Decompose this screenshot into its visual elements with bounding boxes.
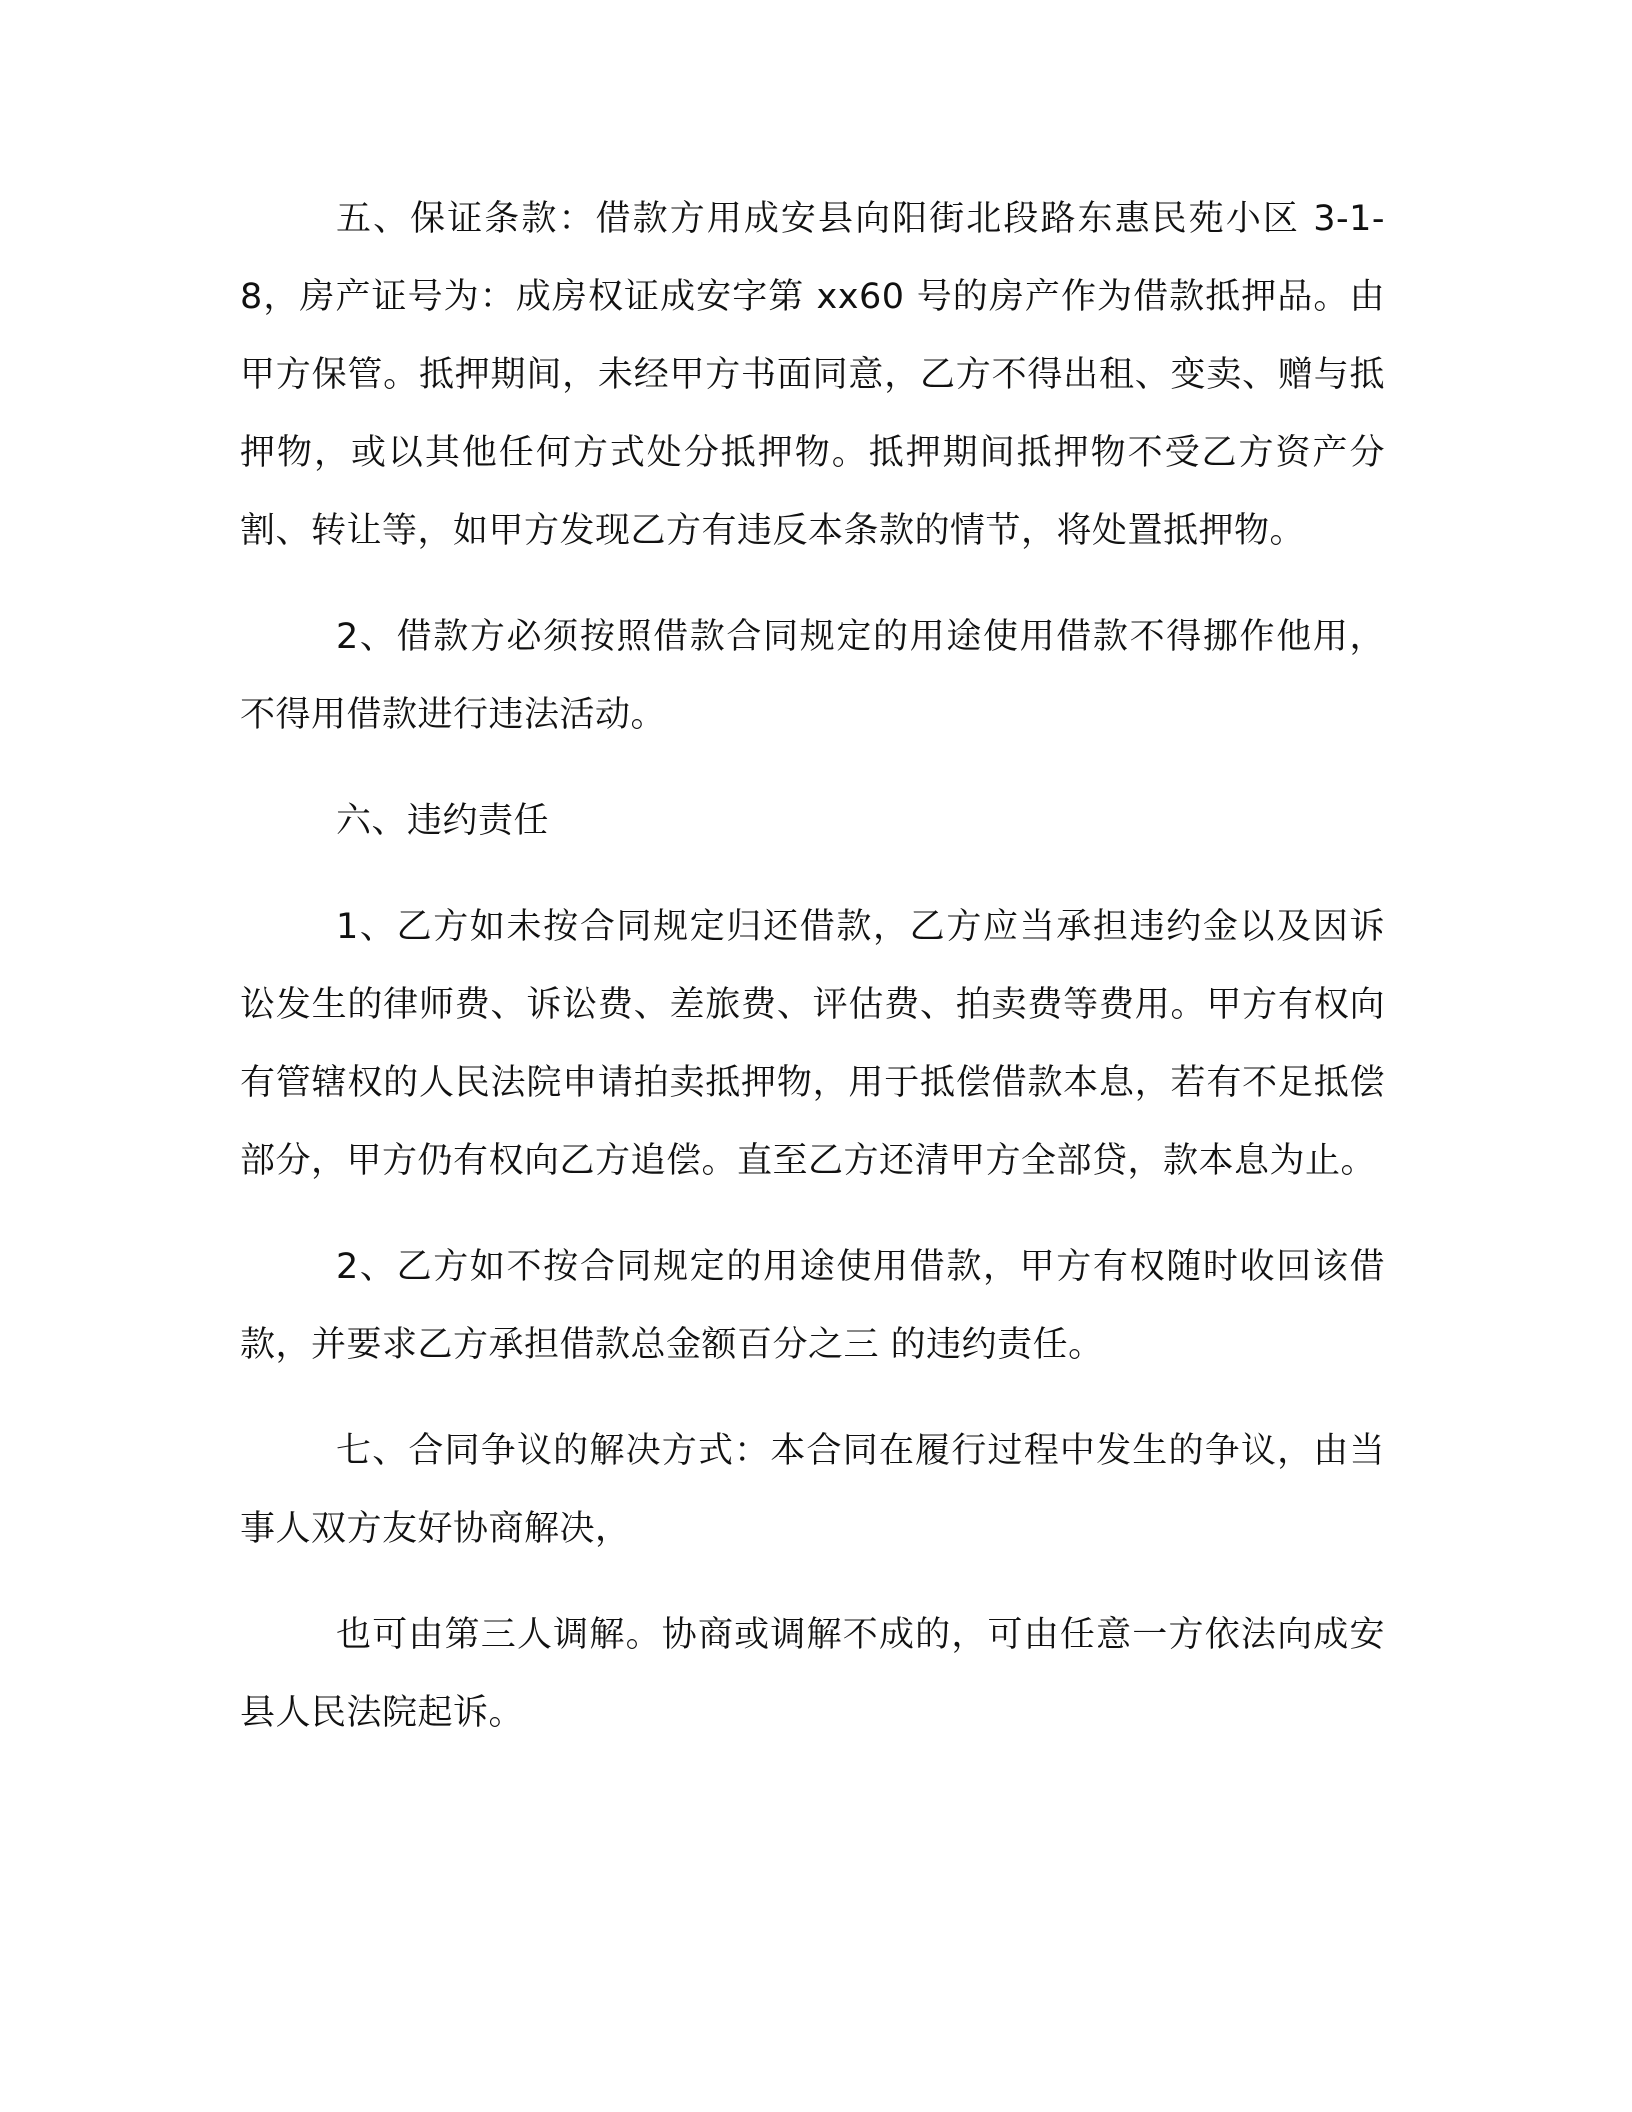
paragraph-guarantee-clause: 五、保证条款：借款方用成安县向阳街北段路东惠民苑小区 3-1-8，房产证号为：成房权证成安字第 xx60 号的房产作为借款抵押品。由甲方保管。抵押期间，未经甲方书面同意，乙方不得出租、变卖、赠与抵押物，或以其他任何方式处分抵押物。抵押期间抵押物不受乙方资产分割、转让等，如甲方发现乙方有违反本条款的情节，将处置抵押物。 — [240, 199, 1385, 551]
paragraph-loan-usage: 2、借款方必须按照借款合同规定的用途使用借款不得挪作他用，不得用借款进行违法活动。 — [240, 617, 1385, 735]
section-heading-breach-liability: 六、违约责任 — [336, 801, 550, 841]
paragraph-breach-misuse: 2、乙方如不按合同规定的用途使用借款，甲方有权随时收回该借款，并要求乙方承担借款总金额百分之三 的违约责任。 — [240, 1247, 1385, 1365]
paragraph-mediation-litigation: 也可由第三人调解。协商或调解不成的，可由任意一方依法向成安县人民法院起诉。 — [240, 1615, 1385, 1733]
document-body — [240, 180, 1385, 1752]
paragraph-breach-repayment: 1、乙方如未按合同规定归还借款，乙方应当承担违约金以及因诉讼发生的律师费、诉讼费、差旅费、评估费、拍卖费等费用。甲方有权向有管辖权的人民法院申请拍卖抵押物，用于抵偿借款本息，若有不足抵偿部分，甲方仍有权向乙方追偿。直至乙方还清甲方全部贷，款本息为止。 — [240, 907, 1385, 1181]
paragraph-dispute-resolution: 七、合同争议的解决方式：本合同在履行过程中发生的争议，由当事人双方友好协商解决， — [240, 1431, 1385, 1549]
